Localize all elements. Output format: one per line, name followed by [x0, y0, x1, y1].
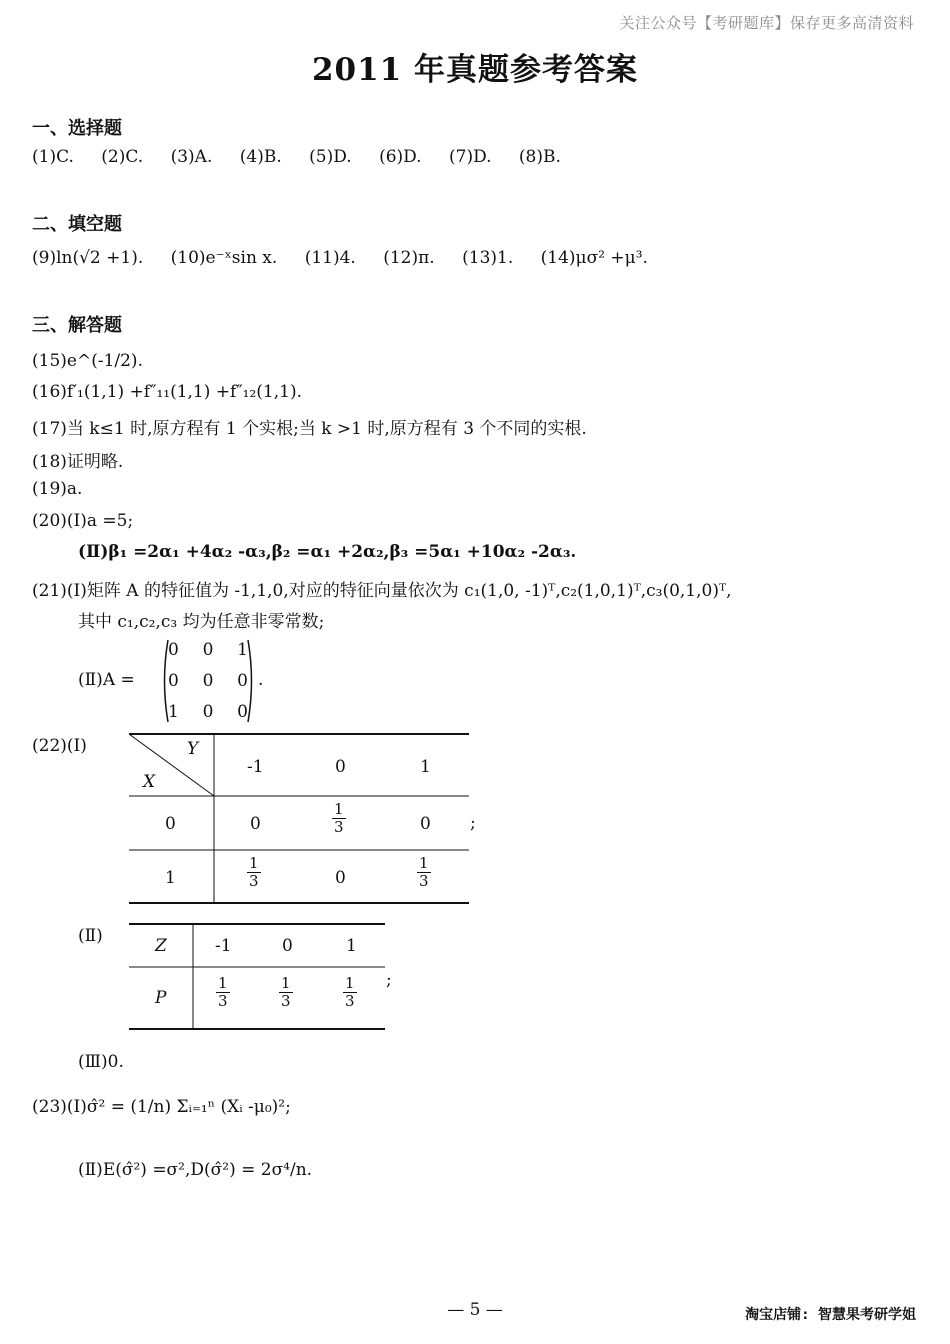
matrix-cell: 1	[237, 640, 248, 660]
answer-8: (8)B.	[518, 147, 561, 167]
answer-4: (4)B.	[239, 147, 282, 167]
table1-semicolon: ;	[470, 813, 476, 833]
row-header: 0	[165, 814, 176, 834]
p-value-fraction: $\frac{1}{3}$	[345, 974, 355, 1010]
table-cell-fraction: $\frac{1}{3}$	[419, 854, 429, 890]
matrix-cell: 1	[168, 702, 179, 722]
z-value: -1	[215, 936, 232, 956]
answer-5: (5)D.	[309, 147, 352, 167]
p-label: P	[155, 988, 167, 1008]
answer-17: (17)当 k≤1 时,原方程有 1 个实根;当 k >1 时,原方程有 3 个不同的实根.	[32, 419, 587, 439]
answer-23-part1: (23)(Ⅰ)σ̂² = (1/n) Σᵢ₌₁ⁿ (Xᵢ -μ₀)²;	[32, 1097, 291, 1117]
section-fill-heading: 二、填空题	[32, 214, 122, 235]
answer-11: (11)4.	[304, 248, 356, 268]
matrix-cell: 0	[237, 702, 248, 722]
matrix-row	[168, 702, 248, 733]
table-cell: 0	[335, 868, 346, 888]
answer-15: (15)e^(-1/2).	[32, 351, 143, 371]
answer-3: (3)A.	[170, 147, 213, 167]
row-header: 1	[165, 868, 176, 888]
answer-21-part1: (21)(Ⅰ)矩阵 A 的特征值为 -1,1,0,对应的特征向量依次为 c₁(1,0, -1)ᵀ,c₂(1,0,1)ᵀ,c₃(0,1,0)ᵀ,	[32, 581, 732, 601]
matrix-cell: 0	[202, 702, 214, 722]
corner-label-y: Y	[187, 739, 199, 759]
answer-6: (6)D.	[379, 147, 422, 167]
answer-22-label: (22)(Ⅰ)	[32, 736, 87, 756]
answer-7: (7)D.	[449, 147, 492, 167]
choice-answers	[32, 147, 561, 167]
answer-22-part3: (Ⅲ)0.	[78, 1052, 124, 1072]
answer-21-part2-label: (Ⅱ)A =	[78, 670, 135, 690]
section-choice-heading: 一、选择题	[32, 118, 122, 139]
matrix-row	[168, 640, 248, 671]
matrix-A	[160, 638, 256, 724]
answer-21-part1-cont: 其中 c₁,c₂,c₃ 均为任意非零常数;	[78, 612, 325, 632]
col-header: -1	[247, 757, 264, 777]
col-header: 0	[335, 757, 346, 777]
answer-1: (1)C.	[32, 147, 74, 167]
matrix-cell: 0	[202, 640, 214, 660]
p-value-fraction: $\frac{1}{3}$	[218, 974, 228, 1010]
answer-20-part1: (20)(Ⅰ)a =5;	[32, 511, 134, 531]
table-cell: 0	[250, 814, 261, 834]
answer-10: (10)e⁻ˣsin x.	[170, 248, 278, 268]
table-cell-fraction: $\frac{1}{3}$	[334, 800, 344, 836]
matrix-row	[168, 671, 248, 702]
shop-label: 淘宝店铺: 智慧果考研学姐	[745, 1307, 916, 1323]
matrix-cell: 0	[202, 671, 214, 691]
matrix-cell: 0	[168, 671, 179, 691]
col-header: 1	[420, 757, 431, 777]
answer-2: (2)C.	[101, 147, 144, 167]
answer-16: (16)f′₁(1,1) +f″₁₁(1,1) +f″₁₂(1,1).	[32, 382, 303, 402]
answer-20-part2: (Ⅱ)β₁ =2α₁ +4α₂ -α₃,β₂ =α₁ +2α₂,β₃ =5α₁ +10α₂ -2α₃.	[78, 542, 577, 562]
table-cell-fraction: $\frac{1}{3}$	[249, 854, 259, 890]
corner-label-x: X	[143, 772, 156, 792]
answer-14: (14)μσ² +μ³.	[540, 248, 648, 268]
table2-semicolon: ;	[386, 970, 392, 990]
answer-23-part2: (Ⅱ)E(σ̂²) =σ²,D(σ̂²) = 2σ⁴/n.	[78, 1160, 313, 1180]
watermark: 关注公众号【考研题库】保存更多高清资料	[619, 14, 914, 32]
answer-12: (12)π.	[383, 248, 435, 268]
answer-9: (9)ln(√2 +1).	[32, 248, 144, 268]
z-value: 0	[282, 936, 293, 956]
answer-13: (13)1.	[462, 248, 514, 268]
matrix-cell: 0	[237, 671, 248, 691]
matrix-cell: 0	[168, 640, 179, 660]
answer-19: (19)a.	[32, 479, 83, 499]
answer-22-part2-label: (Ⅱ)	[78, 926, 103, 946]
joint-distribution-table	[129, 733, 469, 905]
z-distribution-table	[129, 922, 385, 1032]
page-number: — 5 —	[447, 1300, 503, 1320]
answer-18: (18)证明略.	[32, 452, 124, 472]
z-value: 1	[346, 936, 357, 956]
fill-answers	[32, 248, 648, 268]
matrix-period: .	[258, 670, 264, 690]
matrix-body	[168, 640, 248, 733]
z-label: Z	[155, 936, 167, 956]
section-solve-heading: 三、解答题	[32, 315, 122, 336]
table-cell: 0	[420, 814, 431, 834]
page-title: 2011 年真题参考答案	[311, 52, 639, 88]
p-value-fraction: $\frac{1}{3}$	[281, 974, 291, 1010]
